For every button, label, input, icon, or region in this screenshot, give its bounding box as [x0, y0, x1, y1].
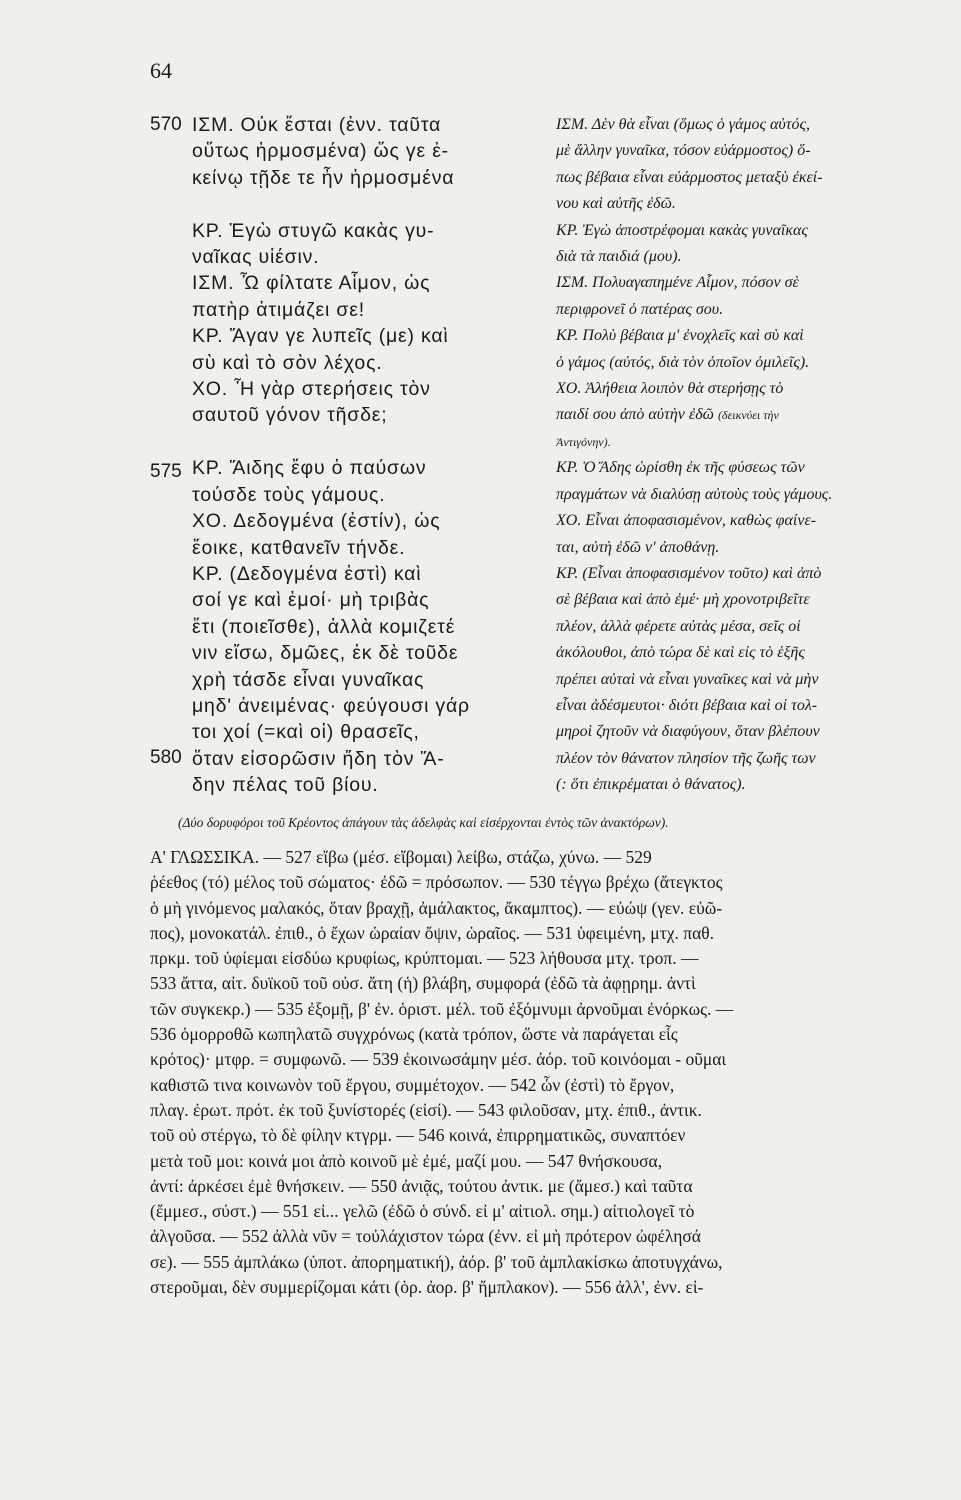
- stage-aside: (δεικνύει τὴν: [717, 408, 779, 423]
- translation-line: ἀκόλουθοι, ἀπὸ τώρα δὲ καὶ εἰς τὸ ἑξῆς: [556, 644, 805, 662]
- translation-line: διὰ τὰ παιδιά (μου).: [556, 248, 682, 266]
- translation-line: μὲ ἄλλην γυναῖκα, τόσον εὐάρμοστος) ὅ-: [556, 142, 811, 160]
- text-line: ΙΣΜ. Ὦ φίλτατε Αἷμον, ὡς: [192, 272, 431, 295]
- note-line: πος), μονοκατάλ. ἐπιθ., ὁ ἔχων ὡραίαν ὄψιν, ὡραῖος. — 531 ὑφειμένη, μτχ. παθ.: [150, 922, 714, 943]
- translation-line: [556, 402, 936, 428]
- translation-line: ὁ γάμος (αὐτός, διὰ τὸν ὁποῖον ὁμιλεῖς).: [556, 353, 810, 371]
- note-line: ὁ μὴ γινόμενος μαλακός, ὅταν βραχῇ, ἀμάλακτος, ἄκαμπτος). — εὐώψ (γεν. εὐῶ-: [150, 897, 723, 918]
- text-line: ΚΡ. Ἅιδης ἔφυ ὁ παύσων: [192, 457, 427, 480]
- text-line: οὕτως ἡρμοσμένα) ὥς γε ἐ-: [192, 140, 449, 163]
- text-line: σοί γε καὶ ἐμοί· μὴ τριβὰς: [192, 589, 430, 612]
- text-line: κείνῳ τῇδε τε ἦν ἡρμοσμένα: [192, 166, 455, 189]
- translation-line: ΙΣΜ. Δὲν θὰ εἶναι (ὅμως ὁ γάμος αὐτός,: [556, 116, 810, 133]
- note-line: 533 ἄττα, αἰτ. δυϊκοῦ τοῦ οὐσ. ἄτη (ἡ) βλάβη, συμφορά (ἐδῶ τὰ ἀφῃρημ. ἀντὶ: [150, 973, 696, 994]
- text-line: ΧΟ. Δεδογμένα (ἐστίν), ὡς: [192, 510, 441, 533]
- translation-line: Ἀντιγόνην).: [556, 434, 611, 449]
- translation-line: (: ὅτι ἐπικρέμαται ὁ θάνατος).: [556, 776, 746, 794]
- translation-line: ΙΣΜ. Πολυαγαπημένε Αἷμον, πόσον σὲ: [556, 274, 799, 292]
- note-line: ἀντί: ἀρκέσει ἐμὲ θνήσκειν. — 550 ἀνιᾷς, τούτου ἀντικ. με (ἄμεσ.) καὶ ταῦτα: [150, 1175, 693, 1196]
- translation-line: ΚΡ. Πολὺ βέβαια μ' ἐνοχλεῖς καὶ σὺ καὶ: [556, 327, 804, 345]
- page-number: 64: [150, 58, 172, 83]
- translation-line: ΧΟ. Εἶναι ἀποφασισμένον, καθὼς φαίνε-: [556, 512, 817, 530]
- line-number-580: 580: [150, 747, 182, 768]
- translation-line: ΚΡ. (Εἶναι ἀποφασισμένον τοῦτο) καὶ ἀπὸ: [556, 564, 822, 582]
- translation-column: [556, 112, 936, 799]
- text-line: ΙΣΜ. Οὐκ ἔσται (ἐνν. ταῦτα: [192, 114, 442, 136]
- text-line: νιν εἴσω, δμῶες, ἐκ δὲ τοῦδε: [192, 642, 459, 665]
- text-line: σαυτοῦ γόνον τῆσδε;: [192, 404, 388, 427]
- translation-line: πλέον τὸν θάνατον πλησίον τῆς ζωῆς των: [556, 749, 816, 767]
- note-line: ῥέεθος (τό) μέλος τοῦ σώματος· ἐδῶ = πρόσωπον. — 530 τέγγω βρέχω (ἄτεγκτος: [150, 872, 723, 893]
- note-line: τῶν συγκεκρ.) — 535 ἐξομῇ, β' ἐν. ὁριστ. μέλ. τοῦ ἐξόμνυμι ἀρνοῦμαι ἐνόρκως. —: [150, 998, 734, 1019]
- note-line: μετὰ τοῦ μοι: κοινά μοι ἀπὸ κοινοῦ μὲ ἐμέ, μαζί μου. — 547 θνήσκουσα,: [150, 1150, 663, 1171]
- text-line: [192, 429, 537, 455]
- translation-line: πραγμάτων νὰ διαλύσῃ αὐτοὺς τοὺς γάμους.: [556, 485, 833, 503]
- text-line: ἔτι (ποιεῖσθε), ἀλλὰ κομιζετέ: [192, 615, 456, 638]
- note-line: πλαγ. ἐρωτ. πρότ. ἐκ τοῦ ξυνίστορές (εἰσί). — 543 φιλοῦσαν, μτχ. ἐπιθ., ἀντικ.: [150, 1099, 702, 1120]
- note-line: πρκμ. τοῦ ὑφίεμαι εἰσδύω κρυφίως, κρύπτομαι. — 523 λήθουσα μτχ. τροπ. —: [150, 948, 699, 969]
- translation-line: σὲ βέβαια καὶ ἀπὸ ἐμέ· μὴ χρονοτριβεῖτε: [556, 591, 810, 609]
- text-line: [192, 191, 537, 217]
- note-line: σε). — 555 ἀμπλάκω (ὑποτ. ἀπορηματική), ἀόρ. β' τοῦ ἀμπλακίσκω ἀποτυγχάνω,: [150, 1251, 723, 1272]
- translation-line: πλέον, ἀλλὰ φέρετε αὐτὰς μέσα, σεῖς οἱ: [556, 617, 801, 635]
- note-line: Α' ΓΛΩΣΣΙΚΑ. — 527 εἴβω (μέσ. εἴβομαι) λείβω, στάζω, χύνω. — 529: [150, 847, 652, 867]
- ancient-text-column: [192, 112, 537, 799]
- line-number-575: 575: [150, 461, 182, 482]
- text-line: ΧΟ. Ἦ γὰρ στερήσεις τὸν: [192, 378, 431, 401]
- text-line: μηδ' ἀνειμένας· φεύγουσι γάρ: [192, 694, 470, 717]
- note-line: καθιστῶ τινα κοινωνὸν τοῦ ἔργου, συμμέτοχον. — 542 ὧν (ἐστὶ) τὸ ἔργον,: [150, 1074, 675, 1095]
- text-line: δην πέλας τοῦ βίου.: [192, 774, 379, 797]
- text-line: τοι χοί (=καὶ οἱ) θρασεῖς,: [192, 721, 420, 744]
- translation-line: ται, αὐτὴ ἐδῶ ν' ἀποθάνῃ.: [556, 538, 720, 556]
- text-line: τούσδε τοὺς γάμους.: [192, 483, 386, 506]
- translation-line: ΧΟ. Ἀλήθεια λοιπὸν θὰ στερήσῃς τὸ: [556, 380, 784, 398]
- stage-direction: (Δύο δορυφόροι τοῦ Κρέοντος ἀπάγουν τὰς ἀδελφὰς καὶ εἰσέρχονται ἐντὸς τῶν ἀνακτόρων).: [178, 815, 669, 830]
- note-line: 536 ὁμορροθῶ κωπηλατῶ συγχρόνως (κατὰ τρόπον, ὥστε νὰ παράγεται εἷς: [150, 1024, 678, 1045]
- translation-line: περιφρονεῖ ὁ πατέρας σου.: [556, 300, 724, 318]
- translation-line-text: παιδί σου ἀπὸ αὐτὴν ἐδῶ: [556, 406, 714, 424]
- text-line: πατὴρ ἀτιμάζει σε!: [192, 298, 365, 321]
- note-line: κρότος)· μτφρ. = συμφωνῶ. — 539 ἐκοινωσάμην μέσ. ἀόρ. τοῦ κοινόομαι - οῦμαι: [150, 1049, 727, 1070]
- note-line: τοῦ οὐ στέργω, τὸ δὲ φίλην κτγρμ. — 546 κοινά, ἐπιρρηματικῶς, συναπτόεν: [150, 1125, 686, 1146]
- text-line: σὺ καὶ τὸ σὸν λέχος.: [192, 351, 383, 374]
- translation-line: ΚΡ. Ὁ Ἅδης ὡρίσθη ἐκ τῆς φύσεως τῶν: [556, 459, 805, 477]
- translation-line: εἶναι ἀδέσμευτοι· διότι βέβαια καὶ οἱ τολ-: [556, 696, 818, 714]
- note-line: στεροῦμαι, δὲν συμμερίζομαι κάτι (ὁρ. ἀορ. β' ἤμπλακον). — 556 ἀλλ', ἐνν. εἰ-: [150, 1277, 704, 1298]
- text-line: ναῖκας υἱέσιν.: [192, 246, 320, 269]
- text-line: ἔοικε, κατθανεῖν τήνδε.: [192, 536, 406, 559]
- text-line: ΚΡ. Ἄγαν γε λυπεῖς (με) καὶ: [192, 325, 449, 348]
- translation-line: νου καὶ αὐτῆς ἐδῶ.: [556, 195, 676, 213]
- translation-line: μηροὶ ζητοῦν νὰ διαφύγουν, ὅταν βλέπουν: [556, 723, 820, 741]
- text-line: χρὴ τάσδε εἶναι γυναῖκας: [192, 668, 425, 691]
- text-line: ὅταν εἰσορῶσιν ἤδη τὸν Ἅ-: [192, 747, 445, 770]
- translation-line: ΚΡ. Ἐγὼ ἀποστρέφομαι κακὰς γυναῖκας: [556, 221, 808, 239]
- text-line: ΚΡ. (Δεδογμένα ἐστὶ) καὶ: [192, 562, 422, 585]
- text-line: ΚΡ. Ἐγὼ στυγῶ κακὰς γυ-: [192, 219, 435, 242]
- translation-line: πως βέβαια εἶναι εὐάρμοστος μεταξὺ ἐκεί-: [556, 168, 823, 186]
- glossary-notes: [150, 845, 940, 1300]
- line-number-570: 570: [150, 114, 182, 135]
- note-line: (ἔμμεσ., σύστ.) — 551 εἰ... γελῶ (ἐδῶ ὁ σύνδ. εἰ μ' αἰτιολ. σημ.) αἰτιολογεῖ τὸ: [150, 1201, 695, 1222]
- note-line: ἀλγοῦσα. — 552 ἀλλὰ νῦν = τοὐλάχιστον τώρα (ἐνν. εἰ μὴ πρότερον ὠφέλησά: [150, 1226, 701, 1247]
- translation-line: πρέπει αὐταὶ νὰ εἶναι γυναῖκες καὶ νὰ μὴν: [556, 670, 819, 688]
